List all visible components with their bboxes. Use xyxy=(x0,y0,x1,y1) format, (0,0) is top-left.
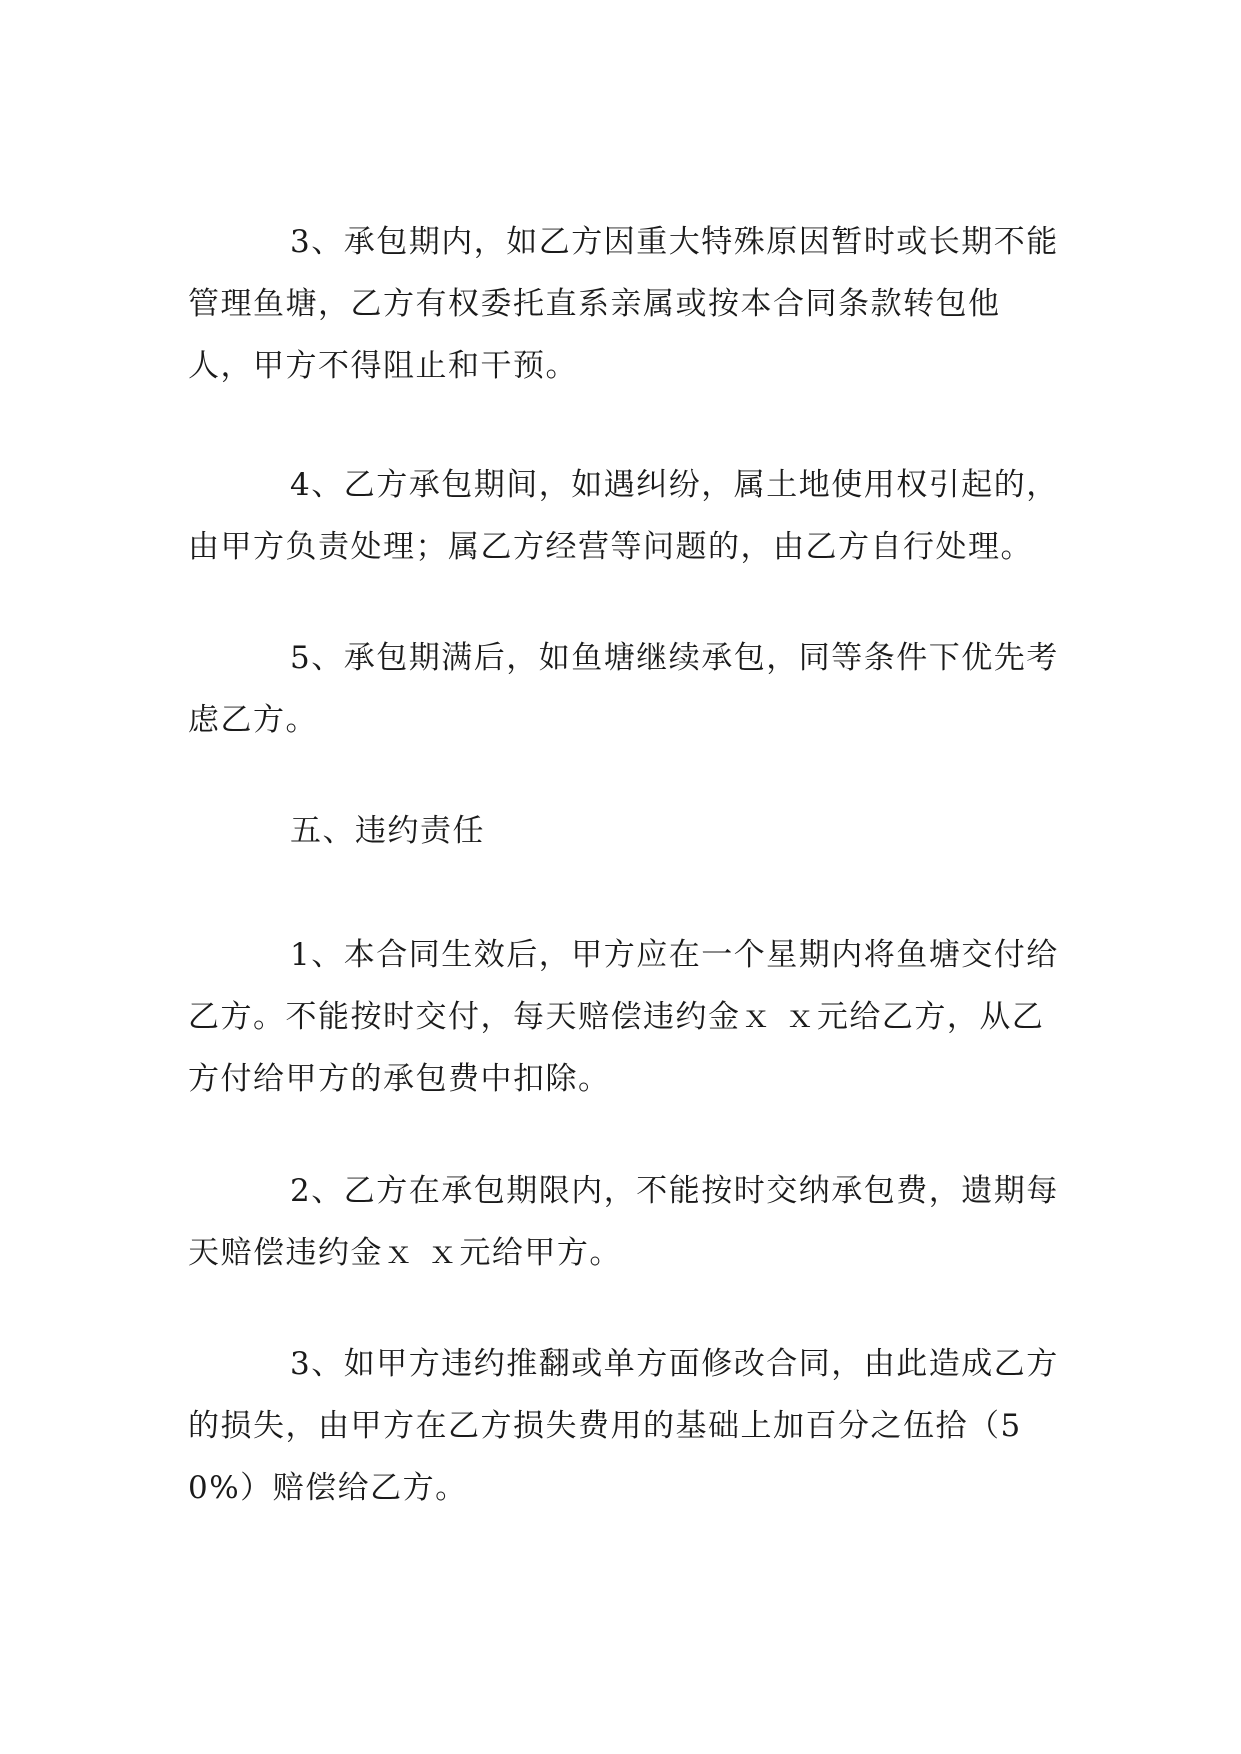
clause-paragraph: 3、如甲方违约推翻或单方面修改合同，由此造成乙方的损失，由甲方在乙方损失费用的基础上加百分之伍拾（50%）赔偿给乙方。 xyxy=(188,1346,1059,1506)
clause-paragraph: 1、本合同生效后，甲方应在一个星期内将鱼塘交付给乙方。不能按时交付，每天赔偿违约金ｘ ｘ元给乙方，从乙方付给甲方的承包费中扣除。 xyxy=(188,937,1059,1097)
clause-paragraph: 2、乙方在承包期限内，不能按时交纳承包费，遗期每天赔偿违约金ｘ ｘ元给甲方。 xyxy=(188,1173,1059,1271)
clause-paragraph: 3、承包期内，如乙方因重大特殊原因暂时或长期不能管理鱼塘，乙方有权委托直系亲属或按本合同条款转包他人，甲方不得阻止和干预。 xyxy=(188,224,1059,384)
clause-paragraph: 5、承包期满后，如鱼塘继续承包，同等条件下优先考虑乙方。 xyxy=(188,640,1059,738)
clause-paragraph: 4、乙方承包期间，如遇纠纷，属土地使用权引起的，由甲方负责处理；属乙方经营等问题的，由乙方自行处理。 xyxy=(188,467,1059,565)
section-heading: 五、违约责任 xyxy=(290,813,485,849)
